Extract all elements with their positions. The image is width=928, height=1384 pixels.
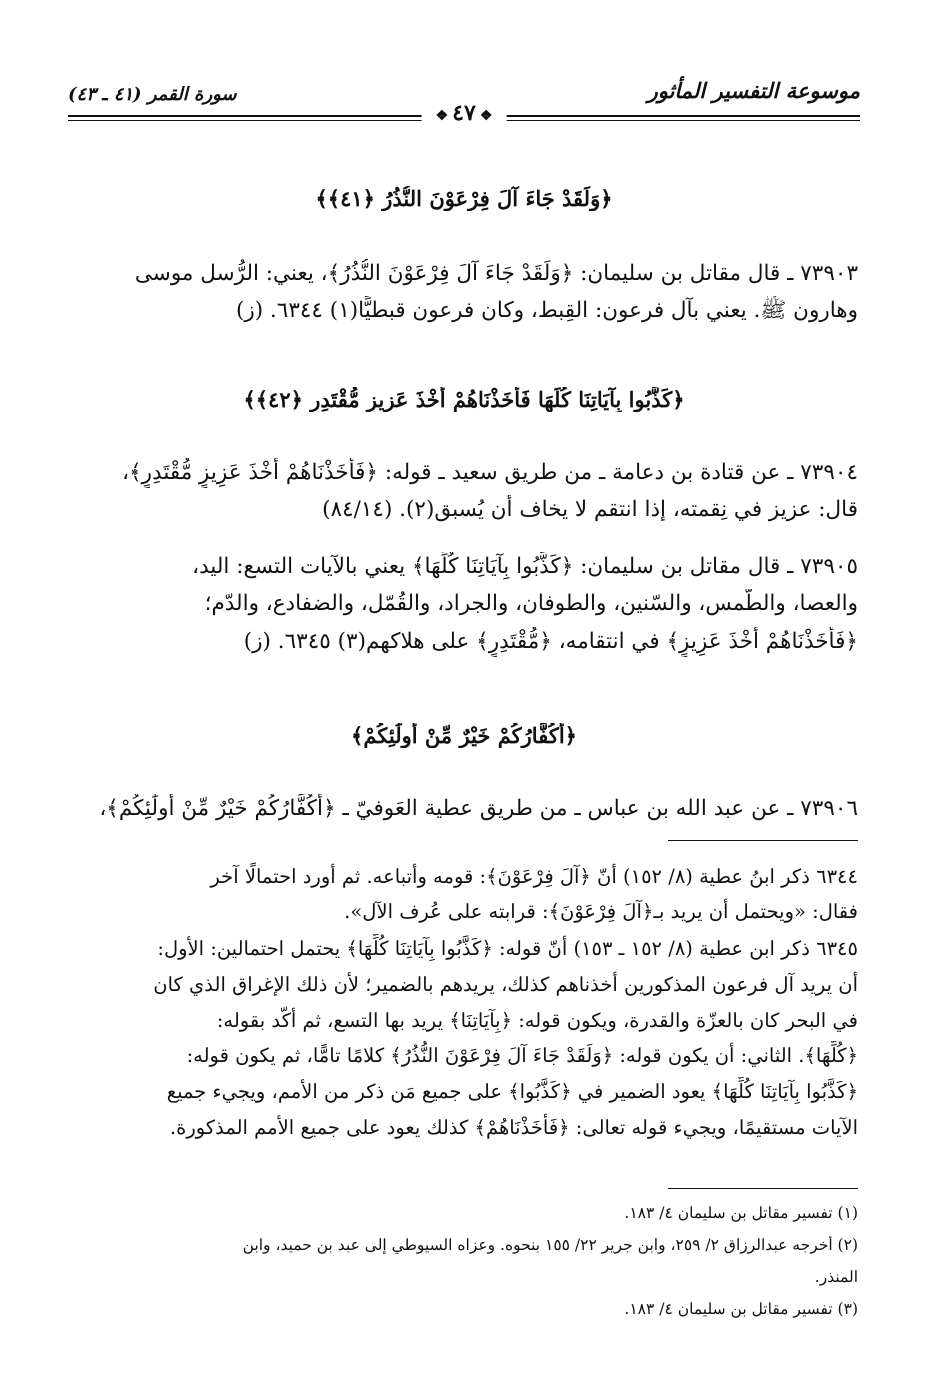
commentary-line: الآيات مستقيمًا، ويجيء قوله تعالى: ﴿فَأَخَذْنَاهُمْ﴾ كذلك يعود على جميع الأمم المذكورة.: [169, 1116, 858, 1139]
commentary-line: أن يريد آل فرعون المذكورين أخذناهم كذلك، يريدهم بالضمير؛ لأن ذلك الإغراق الذي كان: [153, 973, 858, 996]
entry-line: ٧٣٩٠٦ ـ عن عبد الله بن عباس ـ من طريق عطية العَوفيّ ـ ﴿أَكُفَّارُكُمْ خَيْرٌ مِّنْ أُولَٰئِكُمْ﴾،: [99, 796, 858, 821]
page-number-box: [422, 100, 507, 126]
commentary-line: فقال: «ويحتمل أن يريد بـ﴿آلَ فِرْعَوْنَ﴾: قرابته على عُرف الآل».: [344, 900, 858, 923]
verse-heading: ﴿كَذَّبُوا بِآيَاتِنَا كُلِّهَا فَأَخَذْنَاهُمْ أَخْذَ عَزِيزٍ مُّقْتَدِرٍ ﴿٤٢﴾﴾: [243, 387, 685, 412]
footnote-separator: [668, 1188, 858, 1189]
ornament-icon: ❖: [479, 108, 493, 124]
surah-title: سورة القمر (٤١ ـ ٤٣): [68, 84, 237, 105]
page-header: [68, 68, 860, 128]
verse-heading: ﴿وَلَقَدْ جَاءَ آلَ فِرْعَوْنَ النُّذُرُ ﴿٤١﴾﴾: [315, 186, 613, 211]
commentary-line: في البحر كان بالعزّة والقدرة، ويكون قوله: ﴿بِآيَاتِنَا﴾ يريد بها التسع، ثم أكّد بقوله:: [216, 1009, 858, 1032]
ornament-icon: ❖: [435, 108, 449, 124]
entry-line: والعصا، والطّمس، والسّنين، والطوفان، والجراد، والقُمّل، والضفادع، والدّم؛: [204, 591, 858, 616]
commentary-line: ﴿كُلِّهَا﴾. الثاني: أن يكون قوله: ﴿وَلَقَدْ جَاءَ آلَ فِرْعَوْنَ النُّذُرُ﴾ كلامًا تامًّا، ثم يكون قوله:: [186, 1044, 858, 1067]
commentary-line: ٦٣٤٥ ذكر ابن عطية (٨/ ١٥٢ ـ ١٥٣) أنّ قوله: ﴿كَذَّبُوا بِآيَاتِنَا كُلِّهَا﴾ يحتمل احتمالين: الأول:: [157, 937, 858, 960]
footnote-line: المنذر.: [814, 1268, 858, 1286]
entry-line: قال: عزيز في نِقمته، إذا انتقم لا يخاف أن يُسبق(٢). (٨٤/١٤): [322, 497, 858, 522]
commentary-line: ﴿كَذَّبُوا بِآيَاتِنَا كُلِّهَا﴾ يعود الضمير في ﴿كَذَّبُوا﴾ على جميع مَن ذكر من الأمم، ويجيء جميع: [166, 1080, 858, 1103]
verse-heading: ﴿أَكُفَّارُكُمْ خَيْرٌ مِّنْ أُولَٰئِكُمْ﴾: [351, 723, 577, 748]
commentary-line: ٦٣٤٤ ذكر ابنُ عطية (٨/ ١٥٢) أنّ ﴿آلَ فِرْعَوْنَ﴾: قومه وأتباعه. ثم أورد احتمالًا آخر: [210, 865, 858, 888]
footnote-line: (٢) أخرجه عبدالرزاق ٢/ ٢٥٩، وابن جرير ٢٢/ ١٥٥ بنحوه. وعزاه السيوطي إلى عبد بن حميد، وابن: [242, 1236, 858, 1254]
entry-line: ٧٣٩٠٤ ـ عن قتادة بن دعامة ـ من طريق سعيد ـ قوله: ﴿فَأَخَذْنَاهُمْ أَخْذَ عَزِيزٍ مُّقْتَدِرٍ﴾،: [122, 460, 858, 485]
entry-line: وهارون ﷺ. يعني بآل فرعون: القِبط، وكان فرعون قبطيًّا(١) ٦٣٤٤. (ز): [235, 298, 858, 323]
footnote-line: (١) تفسير مقاتل بن سليمان ٤/ ١٨٣.: [624, 1204, 858, 1222]
entry-line: ٧٣٩٠٣ ـ قال مقاتل بن سليمان: ﴿وَلَقَدْ جَاءَ آلَ فِرْعَوْنَ النُّذُرُ﴾، يعني: الرُّسل موسى: [134, 261, 858, 286]
entry-line: ﴿فَأَخَذْنَاهُمْ أَخْذَ عَزِيزٍ﴾ في انتقامه، ﴿مُّقْتَدِرٍ﴾ على هلاكهم(٣) ٦٣٤٥. (ز): [243, 629, 858, 654]
footnote-line: (٣) تفسير مقاتل بن سليمان ٤/ ١٨٣.: [624, 1300, 858, 1318]
entry-line: ٧٣٩٠٥ ـ قال مقاتل بن سليمان: ﴿كَذَّبُوا بِآيَاتِنَا كُلِّهَا﴾ يعني بالآيات التسع: اليد،: [192, 554, 858, 579]
page-number: ٤٧: [452, 100, 476, 126]
commentary-separator: [668, 840, 858, 841]
book-title: موسوعة التفسير المأثور: [647, 78, 860, 103]
